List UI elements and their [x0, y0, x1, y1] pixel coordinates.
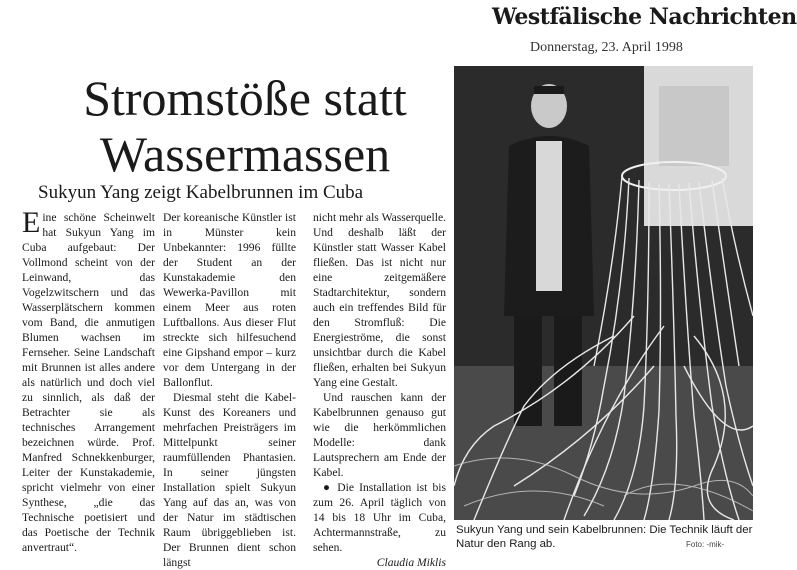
author-byline: Claudia Miklis [376, 556, 446, 569]
article-paragraph: Und rauschen kann der Kabelbrunnen genauso gut wie die herkömmlichen Modelle: dank Lautsprechern am Ende der Kabel. [313, 391, 446, 479]
article-paragraph [22, 206, 155, 555]
publication-date: Donnerstag, 23. April 1998 [530, 40, 683, 55]
paragraph-text: ine schöne Scheinwelt hat Sukyun Yang im Cuba aufgebaut: Der Vollmond scheint von der Leinwand, das Vogelzwitschern und das Wasserplätschern kommen vom Band, die anmutigen Blumen wachsen im Fernseher. Seine Landschaft mit Brunnen ist alles andere als natürlich und doch viel zu sinnlich, als daß der Betrachter sie als technisches Arrangement bezeichnen würde. Prof. Manfred Schnekkenburger, Leiter der Kunstakademie, spricht vielmehr von einer Synthese, „die das Technische poetisiert und das Poetische der Technik anvertraut“. [22, 211, 155, 554]
article-paragraph: Diesmal steht die Kabel-Kunst des Koreaners und mehrfachen Preisträgers im Mittelpunkt seiner raumfüllenden Phantasien. In seiner jüngsten Installation spielt Sukyun Yang auf das an, was von der Natur im städtischen Raum übriggeblieben ist. Der Brunnen dient schon längst [163, 391, 296, 569]
photo-caption: Sukyun Yang und sein Kabelbrunnen: Die Technik läuft der Natur den Rang ab. [456, 524, 753, 550]
photo-artist-with-cable-fountain [454, 66, 753, 520]
drop-cap: E [22, 206, 41, 239]
photo-illustration [454, 66, 753, 520]
photo-credit: Foto: -mik- [686, 540, 725, 549]
masthead: Westfälische Nachrichten [492, 4, 797, 30]
article-paragraph: nicht mehr als Wasserquelle. Und deshalb läßt der Künstler statt Wasser Kabel fließen. Das ist nicht nur eine zeitgemäßere Stadtarchitektur, sondern auch ein treffendes Bild für den Stromfluß: Die Energieströme, die sonst unsichtbar durch die Kabel fließen, erhalten bei Sukyun Yang eine Gestalt. [313, 211, 446, 389]
article-column-1 [22, 206, 155, 555]
article-column-3 [313, 210, 446, 570]
article-column-2 [163, 210, 296, 570]
subheadline: Sukyun Yang zeigt Kabelbrunnen im Cuba [38, 182, 364, 203]
article-paragraph: Der koreanische Künstler ist in Münster kein Unbekannter: 1996 füllte der Student an der Kunstakademie den Wewerka-Pavillon mit einem Meer aus roten Luftballons. Aus dieser Flut streckte sich hilfesuchend eine Gipshand empor – kurz vor dem Untergang in der Ballonflut. [163, 211, 296, 389]
headline: Stromstöße statt Wassermassen [83, 70, 407, 182]
article-paragraph: ● Die Installation ist bis zum 26. April täglich von 14 bis 18 Uhr im Cuba, Achtermannstraße, zu sehen. [313, 481, 446, 554]
